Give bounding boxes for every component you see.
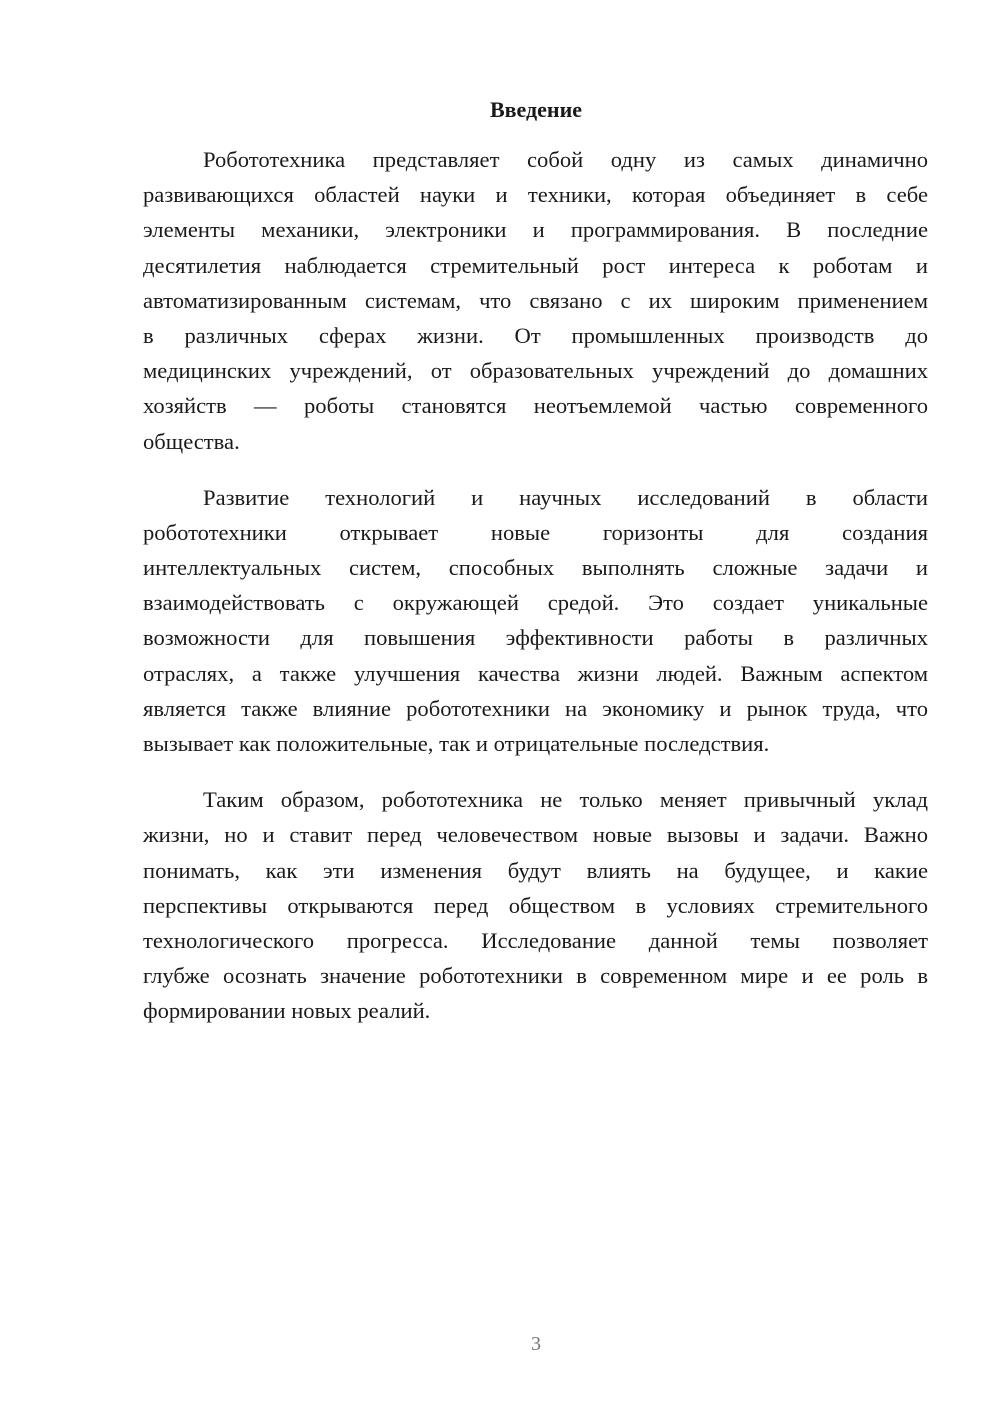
text-line: понимать, как эти изменения будут влиять на будущее, и какие — [143, 857, 928, 883]
text-line: технологического прогресса. Исследование данной темы позволяет — [143, 927, 928, 953]
text-line: Развитие технологий и научных исследований в области — [203, 484, 928, 510]
text-line: общества. — [143, 428, 240, 454]
text-line: глубже осознать значение робототехники в современном мире и ее роль в — [143, 963, 928, 989]
text-line: является также влияние робототехники на экономику и рынок труда, что — [143, 695, 928, 721]
text-line: возможности для повышения эффективности работы в различных — [143, 625, 928, 651]
text-line: робототехники открывает новые горизонты для создания — [143, 519, 928, 545]
paragraph — [143, 142, 928, 459]
text-line: развивающихся областей науки и техники, которая объединяет в себе — [143, 182, 928, 208]
paragraph — [143, 782, 928, 1028]
text-line: элементы механики, электроники и программирования. В последние — [143, 217, 928, 243]
text-line: взаимодействовать с окружающей средой. Это создает уникальные — [143, 590, 928, 616]
paragraph — [143, 480, 928, 762]
text-line: жизни, но и ставит перед человечеством новые вызовы и задачи. Важно — [143, 822, 928, 848]
text-line: десятилетия наблюдается стремительный рост интереса к роботам и — [143, 252, 928, 278]
text-line: вызывает как положительные, так и отрицательные последствия. — [143, 731, 770, 756]
text-line: отраслях, а также улучшения качества жизни людей. Важным аспектом — [143, 660, 928, 686]
text-line: перспективы открываются перед обществом в условиях стремительного — [143, 892, 928, 918]
text-line: Таким образом, робототехника не только меняет привычный уклад — [203, 787, 928, 813]
text-line: формировании новых реалий. — [143, 998, 431, 1024]
text-line: медицинских учреждений, от образовательных учреждений до домашних — [143, 358, 928, 384]
text-line: Робототехника представляет собой одну из самых динамично — [203, 147, 928, 172]
section-title: Введение — [489, 97, 583, 122]
text-line: интеллектуальных систем, способных выполнять сложные задачи и — [143, 555, 928, 581]
document-body — [143, 142, 928, 1050]
page-number: 3 — [531, 1333, 541, 1355]
text-line: хозяйств — роботы становятся неотъемлемой частью современного — [143, 393, 928, 419]
text-line: в различных сферах жизни. От промышленных производств до — [143, 322, 928, 348]
text-line: автоматизированным системам, что связано с их широким применением — [143, 287, 928, 313]
